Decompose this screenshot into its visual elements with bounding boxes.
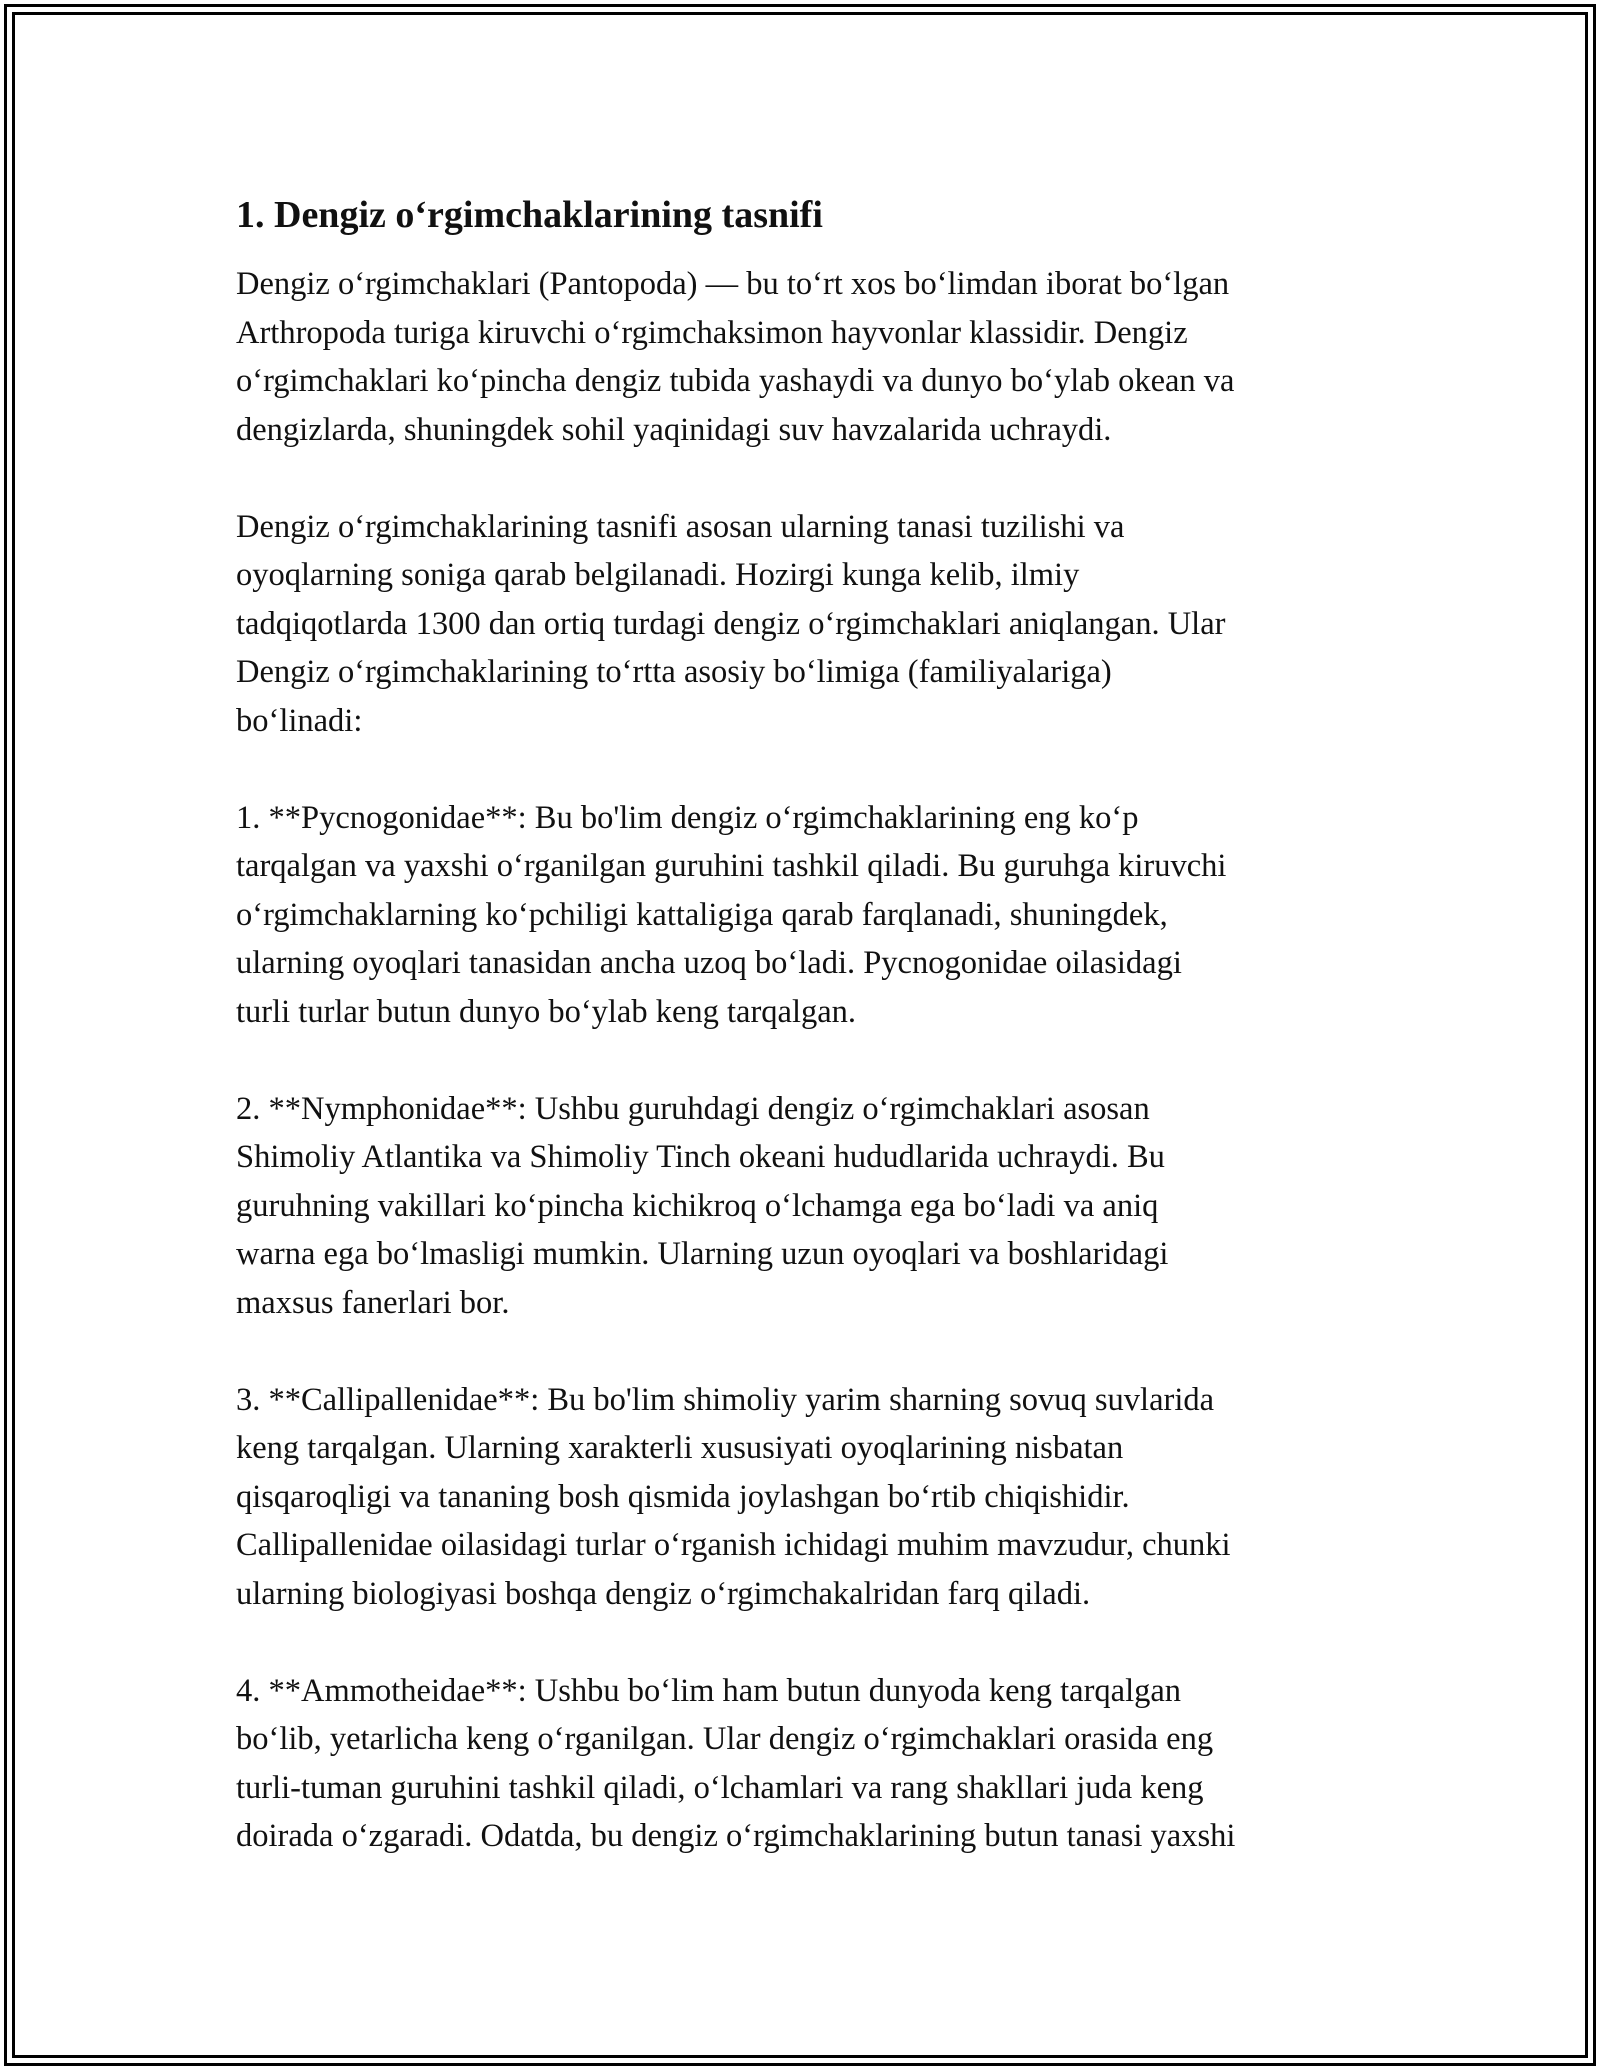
paragraph-callipallenidae: 3. **Callipallenidae**: Bu bo'lim shimoliy yarim sharning sovuq suvlarida keng tarqalgan. Ularning xarakterli xususiyati oyoqlarining nisbatan qisqaroqligi va tananing bosh qismida joylashgan bo‘rtib chiqishidir. Callipallenidae oilasidagi turlar o‘rganish ichidagi muhim mavzudur, chunki ularning biologiyasi boshqa dengiz o‘rgimchakalridan farq qiladi. xyxy=(236,1381,1231,1612)
paragraph-pycnogonidae: 1. **Pycnogonidae**: Bu bo'lim dengiz o‘rgimchaklarining eng ko‘p tarqalgan va yaxshi o‘rganilgan guruhini tashkil qiladi. Bu guruhga kiruvchi o‘rgimchaklarning ko‘pchiligi kattaligiga qarab farqlanadi, shuningdek, ularning oyoqlari tanasidan ancha uzoq bo‘ladi. Pycnogonidae oilasidagi turli turlar butun dunyo bo‘ylab keng tarqalgan. xyxy=(236,799,1227,1030)
paragraph-ammotheidae: 4. **Ammotheidae**: Ushbu bo‘lim ham butun dunyoda keng tarqalgan bo‘lib, yetarlicha keng o‘rganilgan. Ular dengiz o‘rgimchaklari orasida eng turli-tuman guruhini tashkil qiladi, o‘lchamlari va rang shakllari juda keng doirada o‘zgaradi. Odatda, bu dengiz o‘rgimchaklarining butun tanasi yaxshi xyxy=(236,1672,1236,1854)
paragraph-nymphonidae: 2. **Nymphonidae**: Ushbu guruhdagi dengiz o‘rgimchaklari asosan Shimoliy Atlantika va Shimoliy Tinch okeani hududlarida uchraydi. Bu guruhning vakillari ko‘pincha kichikroq o‘lchamga ega bo‘ladi va aniq warna ega bo‘lmasligi mumkin. Ularning uzun oyoqlari va boshlaridagi maxsus fanerlari bor. xyxy=(236,1090,1169,1321)
paragraph-intro: Dengiz o‘rgimchaklari (Pantopoda) — bu to‘rt xos bo‘limdan iborat bo‘lgan Arthropoda turiga kiruvchi o‘rgimchaksimon hayvonlar klassidir. Dengiz o‘rgimchaklari ko‘pincha dengiz tubida yashaydi va dunyo bo‘ylab okean va dengizlarda, shuningdek sohil yaqinidagi suv havzalarida uchraydi. xyxy=(236,266,1235,448)
document-page xyxy=(236,186,1386,1861)
section-heading: 1. Dengiz o‘rgimchaklarining tasnifi xyxy=(236,194,823,236)
paragraph-classification: Dengiz o‘rgimchaklarining tasnifi asosan ularning tanasi tuzilishi va oyoqlarning soniga qarab belgilanadi. Hozirgi kunga kelib, ilmiy tadqiqotlarda 1300 dan ortiq turdagi dengiz o‘rgimchaklari aniqlangan. Ular Dengiz o‘rgimchaklarining to‘rtta asosiy bo‘limiga (familiyalariga) bo‘linadi: xyxy=(236,508,1226,739)
